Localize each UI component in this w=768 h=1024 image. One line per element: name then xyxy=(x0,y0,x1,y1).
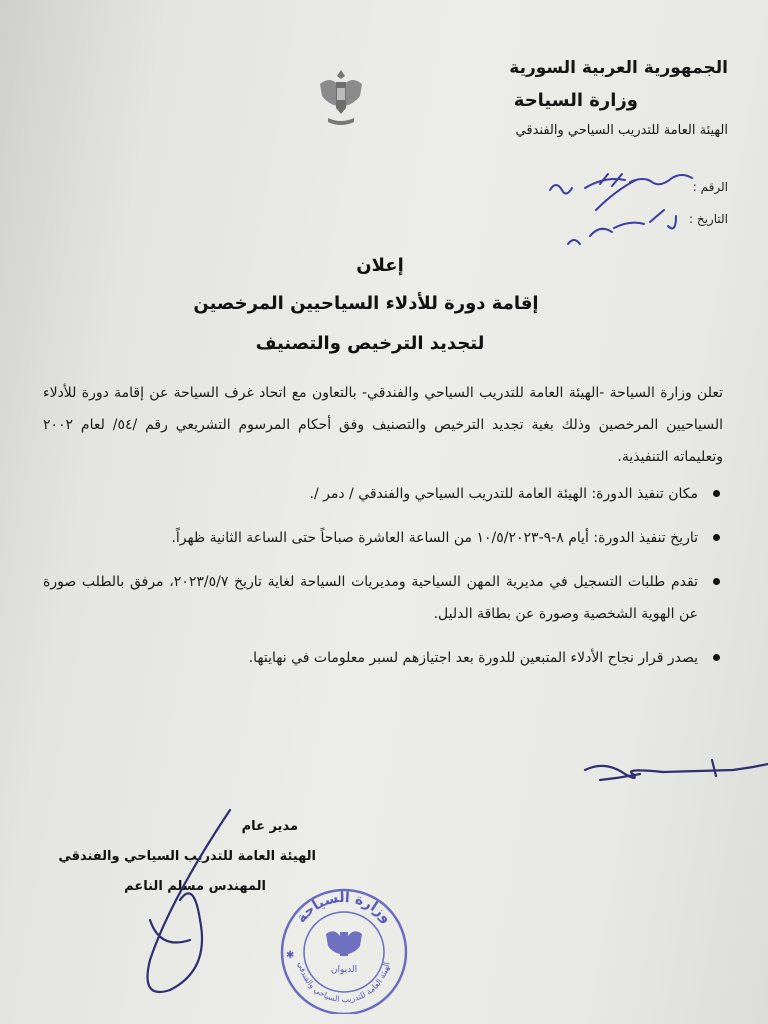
stamp-bottom-text: الهيئة العامة للتدريب السياحي والفندقي xyxy=(296,961,392,1005)
list-item-text: يصدر قرار نجاح الأدلاء المتبعين للدورة بعد اجتيازهم لسبر معلومات في نهايتها. xyxy=(248,650,698,666)
official-stamp xyxy=(276,886,412,1014)
eagle-emblem-icon xyxy=(318,66,364,130)
list-item-text: تاريخ تنفيذ الدورة: أيام ٨-٩-١٠/٥/٢٠٢٣ من الساعة العاشرة صباحاً حتى الساعة الثانية ظهراً. xyxy=(171,530,698,546)
list-item xyxy=(43,566,698,630)
list-item-text: تقدم طلبات التسجيل في مديرية المهن السياحية ومديريات السياحة لغاية تاريخ ٢٠٢٣/٥/٧، مرفق بالطلب صورة عن الهوية الشخصية وصورة عن بطاقة الدليل. xyxy=(43,574,698,622)
bullet-icon xyxy=(713,490,720,497)
course-title: إقامة دورة للأدلاء السياحيين المرخصين xyxy=(193,293,539,314)
bullet-icon xyxy=(713,578,720,585)
stamp-eagle-icon xyxy=(326,931,362,956)
date-label: التاريخ : xyxy=(688,212,728,226)
list-item xyxy=(43,642,698,674)
letterhead-authority: الهيئة العامة للتدريب السياحي والفندقي xyxy=(515,123,728,138)
details-list xyxy=(43,478,698,674)
letterhead-ministry: وزارة السياحة xyxy=(513,90,638,111)
signatory-authority: الهيئة العامة للتدريب السياحي والفندقي xyxy=(58,849,316,864)
letterhead-country: الجمهورية العربية السورية xyxy=(509,58,728,78)
reference-number-label: الرقم : xyxy=(692,180,728,194)
list-item-text: مكان تنفيذ الدورة: الهيئة العامة للتدريب السياحي والفندقي / دمر /. xyxy=(309,486,698,502)
stamp-star-icon: ✱ xyxy=(286,950,295,961)
list-item xyxy=(43,478,698,510)
handwritten-reference-number xyxy=(550,174,692,210)
announcement-heading: إعلان xyxy=(356,255,404,276)
list-item xyxy=(43,522,698,554)
stamp-inner-text: الديوان xyxy=(330,965,358,975)
bullet-icon xyxy=(713,534,720,541)
signatory-name: المهندس مسلم الناعم xyxy=(124,879,266,894)
stamp-top-text: وزارة السياحة xyxy=(293,889,395,927)
bullet-icon xyxy=(713,654,720,661)
signatory-position: مدير عام xyxy=(241,819,298,834)
intro-paragraph: تعلن وزارة السياحة -الهيئة العامة للتدريب السياحي والفندقي- بالتعاون مع اتحاد غرف السياحة عن إقامة دورة للأدلاء السياحيين المرخصين وذلك بغية تجديد الترخيص والتصنيف وفق أحكام المرسوم التشريعي رقم /٥٤/ لعام ٢٠٠٢ وتعليماته التنفيذية. xyxy=(43,385,723,465)
svg-text:وزارة السياحة xyxy=(293,890,394,926)
handwritten-date xyxy=(568,210,676,244)
course-purpose: لتجديد الترخيص والتصنيف xyxy=(255,333,485,354)
